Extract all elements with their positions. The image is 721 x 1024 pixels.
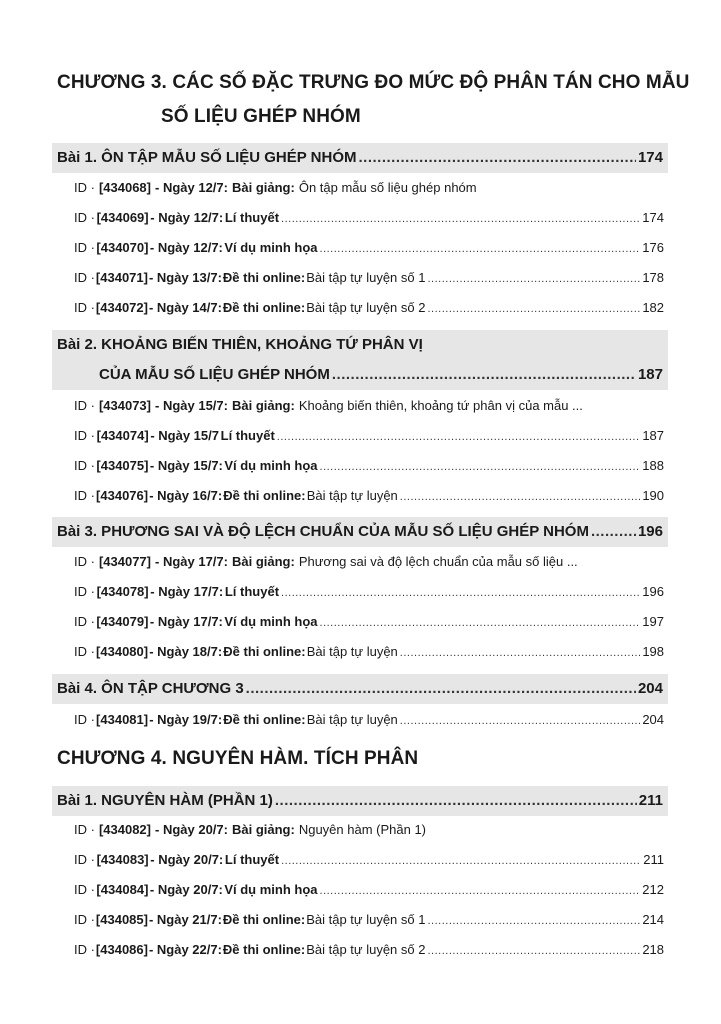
lesson-heading[interactable] bbox=[52, 517, 668, 547]
entry-day: - Ngày 15/7: bbox=[149, 458, 223, 473]
entry-kind: Ví dụ minh họa bbox=[224, 882, 318, 897]
toc-entry[interactable] bbox=[74, 912, 664, 934]
entry-kind: Bài giảng: bbox=[231, 554, 295, 569]
entry-kind: Bài giảng: bbox=[231, 180, 295, 195]
entry-text: Bài tập tự luyện số 1 bbox=[306, 270, 426, 285]
entry-code: [434076] bbox=[96, 488, 149, 503]
page-number: 174 bbox=[642, 210, 664, 225]
page-number: 182 bbox=[642, 300, 665, 315]
entry-day: - Ngày 12/7: bbox=[150, 210, 224, 225]
id-prefix: ID · bbox=[74, 644, 95, 659]
entry-kind: Đề thi online: bbox=[222, 270, 306, 285]
entry-code: [434070] bbox=[96, 240, 149, 255]
entry-text: Khoảng biến thiên, khoảng tứ phân vị của mẫu ... bbox=[298, 398, 583, 413]
lesson-heading[interactable] bbox=[52, 143, 668, 173]
entry-kind: Đề thi online: bbox=[222, 942, 306, 957]
entry-day: - Ngày 17/7: bbox=[150, 584, 224, 599]
id-prefix: ID · bbox=[74, 240, 95, 255]
dot-leader bbox=[427, 942, 640, 957]
lesson-title: Bài 4. ÔN TẬP CHƯƠNG 3 bbox=[57, 680, 244, 697]
toc-entry[interactable] bbox=[74, 942, 664, 964]
toc-entry[interactable] bbox=[74, 270, 664, 292]
entry-text: Bài tập tự luyện bbox=[306, 712, 398, 727]
entry-text: Ôn tập mẫu số liệu ghép nhóm bbox=[298, 180, 477, 195]
page-number: 204 bbox=[642, 712, 665, 727]
page-number: 187 bbox=[637, 366, 663, 383]
toc-entry[interactable] bbox=[74, 584, 664, 606]
entry-code: [434083] bbox=[96, 852, 149, 867]
chapter-title-continued: SỐ LIỆU GHÉP NHÓM bbox=[161, 106, 361, 127]
dot-leader bbox=[427, 300, 640, 315]
id-prefix: ID · bbox=[74, 488, 95, 503]
page-number: 178 bbox=[642, 270, 665, 285]
dot-leader bbox=[320, 614, 641, 629]
lesson-title: Bài 3. PHƯƠNG SAI VÀ ĐỘ LỆCH CHUẨN CỦA MẪU SỐ LIỆU GHÉP NHÓM bbox=[57, 523, 589, 540]
entry-kind: Lí thuyết bbox=[224, 584, 280, 599]
entry-code: [434072] bbox=[95, 300, 148, 315]
entry-day: - Ngày 15/7 bbox=[150, 428, 219, 443]
toc-entry[interactable] bbox=[74, 644, 664, 666]
toc-entry[interactable] bbox=[74, 458, 664, 480]
entry-kind: Đề thi online: bbox=[223, 644, 306, 659]
entry-kind: Lí thuyết bbox=[224, 852, 280, 867]
entry-code: [434080] bbox=[96, 644, 149, 659]
dot-leader bbox=[332, 366, 636, 383]
entry-text: Nguyên hàm (Phần 1) bbox=[298, 822, 427, 837]
entry-day: - Ngày 16/7: bbox=[149, 488, 223, 503]
toc-entry[interactable] bbox=[74, 240, 664, 262]
dot-leader bbox=[277, 428, 641, 443]
toc-entry[interactable] bbox=[74, 882, 664, 904]
id-prefix: ID · bbox=[74, 712, 95, 727]
id-prefix: ID · bbox=[74, 458, 95, 473]
dot-leader bbox=[427, 912, 640, 927]
entry-day: - Ngày 22/7: bbox=[148, 942, 222, 957]
entry-code: [434077] bbox=[98, 554, 151, 569]
lesson-heading[interactable] bbox=[52, 674, 668, 704]
dot-leader bbox=[359, 149, 636, 166]
id-prefix: ID · bbox=[74, 614, 95, 629]
dot-leader bbox=[320, 240, 641, 255]
dot-leader bbox=[320, 458, 641, 473]
toc-entry[interactable] bbox=[74, 210, 664, 232]
entry-text: Bài tập tự luyện số 2 bbox=[306, 300, 426, 315]
dot-leader bbox=[246, 680, 636, 697]
page-number: 218 bbox=[642, 942, 665, 957]
id-prefix: ID · bbox=[74, 428, 95, 443]
entry-code: [434069] bbox=[96, 210, 149, 225]
dot-leader bbox=[400, 488, 641, 503]
toc-entry[interactable] bbox=[74, 852, 664, 874]
id-prefix: ID · bbox=[74, 270, 95, 285]
entry-kind: Đề thi online: bbox=[223, 712, 306, 727]
id-prefix: ID · bbox=[74, 398, 95, 413]
page-number: 204 bbox=[637, 680, 663, 697]
dot-leader bbox=[591, 523, 636, 540]
id-prefix: ID · bbox=[74, 300, 95, 315]
lesson-title: Bài 1. NGUYÊN HÀM (PHẦN 1) bbox=[57, 792, 273, 809]
dot-leader bbox=[281, 852, 641, 867]
id-prefix: ID · bbox=[74, 822, 95, 837]
entry-code: [434079] bbox=[96, 614, 149, 629]
entry-text: Bài tập tự luyện số 2 bbox=[306, 942, 426, 957]
id-prefix: ID · bbox=[74, 584, 95, 599]
entry-code: [434074] bbox=[96, 428, 149, 443]
entry-code: [434073] bbox=[98, 398, 151, 413]
lesson-heading[interactable] bbox=[52, 330, 668, 390]
entry-kind: Lí thuyết bbox=[224, 210, 280, 225]
toc-entry[interactable] bbox=[74, 712, 664, 734]
entry-text: Bài tập tự luyện số 1 bbox=[306, 912, 426, 927]
page-number: 212 bbox=[642, 882, 664, 897]
chapter-title: CHƯƠNG 4. NGUYÊN HÀM. TÍCH PHÂN bbox=[57, 748, 419, 769]
entry-kind: Đề thi online: bbox=[222, 912, 306, 927]
page-number: 198 bbox=[642, 644, 665, 659]
entry-text: Bài tập tự luyện bbox=[306, 644, 398, 659]
dot-leader bbox=[427, 270, 640, 285]
dot-leader bbox=[281, 584, 640, 599]
toc-entry[interactable] bbox=[74, 614, 664, 636]
entry-kind: Ví dụ minh họa bbox=[224, 240, 318, 255]
lesson-title-continued: CỦA MẪU SỐ LIỆU GHÉP NHÓM bbox=[99, 366, 330, 383]
entry-text: Phương sai và độ lệch chuẩn của mẫu số liệu ... bbox=[298, 554, 578, 569]
toc-entry[interactable] bbox=[74, 488, 664, 510]
entry-kind: Bài giảng: bbox=[231, 822, 295, 837]
entry-day: - Ngày 20/7: bbox=[150, 852, 224, 867]
entry-code: [434068] bbox=[98, 180, 151, 195]
entry-kind: Bài giảng: bbox=[231, 398, 295, 413]
dot-leader bbox=[281, 210, 640, 225]
id-prefix: ID · bbox=[74, 554, 95, 569]
entry-kind: Lí thuyết bbox=[220, 428, 275, 443]
lesson-title: Bài 2. KHOẢNG BIẾN THIÊN, KHOẢNG TỨ PHÂN VỊ bbox=[57, 336, 423, 353]
entry-day: - Ngày 19/7: bbox=[149, 712, 223, 727]
lesson-title: Bài 1. ÔN TẬP MẪU SỐ LIỆU GHÉP NHÓM bbox=[57, 149, 357, 166]
entry-kind: Đề thi online: bbox=[223, 488, 306, 503]
page-number: 190 bbox=[642, 488, 665, 503]
toc-entry[interactable] bbox=[74, 300, 664, 322]
chapter-heading bbox=[57, 72, 690, 128]
entry-day: - Ngày 20/7: bbox=[155, 822, 228, 837]
id-prefix: ID · bbox=[74, 180, 95, 195]
entry-day: - Ngày 14/7: bbox=[148, 300, 222, 315]
dot-leader bbox=[400, 644, 641, 659]
page-number: 187 bbox=[642, 428, 665, 443]
entry-code: [434086] bbox=[95, 942, 148, 957]
id-prefix: ID · bbox=[74, 942, 95, 957]
entry-day: - Ngày 12/7: bbox=[155, 180, 228, 195]
toc-entry[interactable] bbox=[74, 398, 664, 420]
entry-code: [434081] bbox=[96, 712, 149, 727]
entry-code: [434078] bbox=[96, 584, 149, 599]
id-prefix: ID · bbox=[74, 882, 95, 897]
entry-day: - Ngày 15/7: bbox=[155, 398, 228, 413]
entry-code: [434084] bbox=[96, 882, 149, 897]
entry-kind: Ví dụ minh họa bbox=[224, 614, 318, 629]
entry-day: - Ngày 12/7: bbox=[149, 240, 223, 255]
entry-day: - Ngày 21/7: bbox=[148, 912, 222, 927]
id-prefix: ID · bbox=[74, 912, 95, 927]
page-number: 174 bbox=[637, 149, 663, 166]
chapter-heading bbox=[57, 748, 667, 770]
entry-kind: Đề thi online: bbox=[222, 300, 306, 315]
toc-entry[interactable] bbox=[74, 428, 664, 450]
id-prefix: ID · bbox=[74, 210, 95, 225]
entry-text: Bài tập tự luyện bbox=[306, 488, 398, 503]
entry-kind: Ví dụ minh họa bbox=[224, 458, 318, 473]
entry-code: [434082] bbox=[98, 822, 151, 837]
dot-leader bbox=[320, 882, 641, 897]
page-number: 176 bbox=[642, 240, 664, 255]
page-number: 197 bbox=[642, 614, 664, 629]
entry-day: - Ngày 13/7: bbox=[148, 270, 222, 285]
lesson-heading[interactable] bbox=[52, 786, 668, 816]
page-number: 211 bbox=[638, 792, 663, 809]
entry-day: - Ngày 18/7: bbox=[149, 644, 223, 659]
toc-entry[interactable] bbox=[74, 180, 664, 202]
entry-day: - Ngày 20/7: bbox=[149, 882, 223, 897]
dot-leader bbox=[275, 792, 637, 809]
entry-day: - Ngày 17/7: bbox=[149, 614, 223, 629]
page-number: 211 bbox=[643, 852, 665, 867]
chapter-title: CHƯƠNG 3. CÁC SỐ ĐẶC TRƯNG ĐO MỨC ĐỘ PHÂN TÁN CHO MẪU bbox=[57, 72, 690, 93]
toc-entry[interactable] bbox=[74, 554, 664, 576]
id-prefix: ID · bbox=[74, 852, 95, 867]
page-number: 214 bbox=[642, 912, 665, 927]
page-number: 188 bbox=[642, 458, 664, 473]
entry-code: [434085] bbox=[95, 912, 148, 927]
dot-leader bbox=[400, 712, 641, 727]
entry-day: - Ngày 17/7: bbox=[155, 554, 228, 569]
toc-entry[interactable] bbox=[74, 822, 664, 844]
page-number: 196 bbox=[642, 584, 664, 599]
entry-code: [434075] bbox=[96, 458, 149, 473]
page-number: 196 bbox=[637, 523, 663, 540]
entry-code: [434071] bbox=[95, 270, 148, 285]
